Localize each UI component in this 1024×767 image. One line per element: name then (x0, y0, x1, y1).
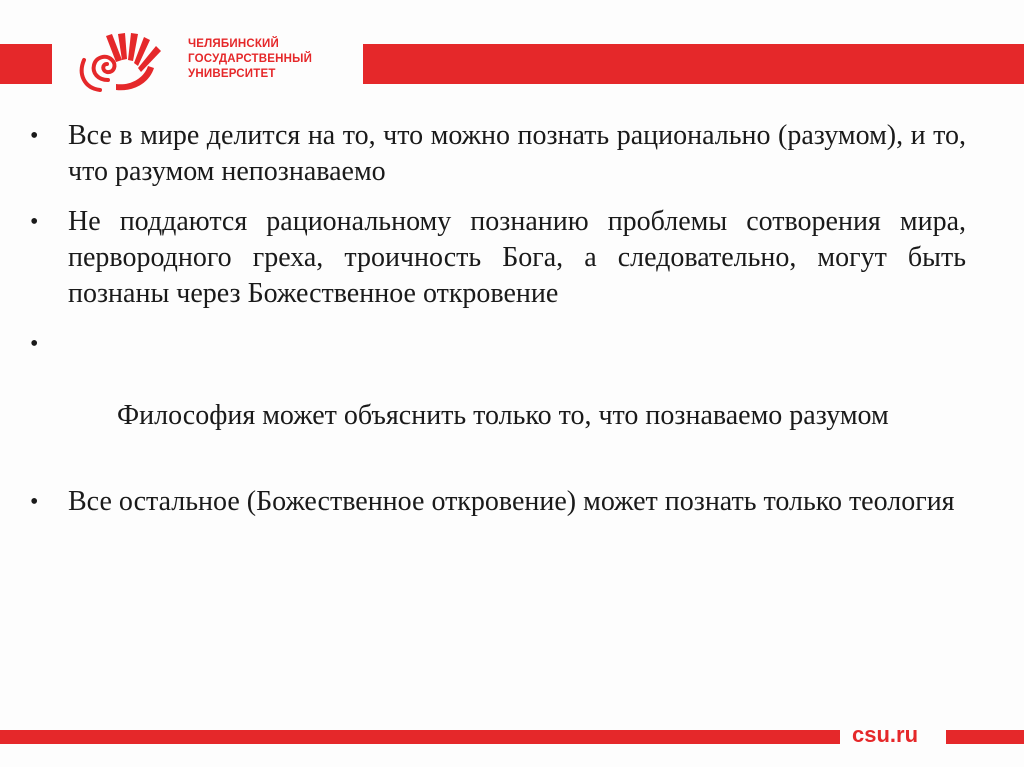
footer-bar-right (946, 730, 1024, 744)
footer-bar-left (0, 730, 840, 744)
list-item-text: Все остальное (Божественное откровение) может познать только теология (68, 486, 955, 517)
list-item (28, 326, 966, 470)
university-name (188, 37, 312, 82)
bullet-icon: • (30, 123, 39, 149)
list-item-text: Не поддаются рациональному познанию проблемы сотворения мира, первородного греха, троичность Бога, а следовательно, могут быть познаны через Божественное откровение (68, 206, 966, 309)
bullet-icon: • (30, 489, 39, 515)
bullet-icon: • (30, 209, 39, 235)
header-bar-left (0, 44, 52, 84)
list-item (28, 204, 966, 312)
site-link[interactable]: csu.ru (852, 722, 919, 747)
bullet-icon: • (30, 331, 39, 357)
university-name-line-2: ГОСУДАРСТВЕННЫЙ (188, 53, 313, 65)
bullet-list (28, 118, 966, 534)
list-item-text: Философия может объяснить только то, что познаваемо разумом (110, 400, 889, 431)
university-name-line-1: ЧЕЛЯБИНСКИЙ (188, 38, 279, 50)
university-logo-icon (76, 30, 186, 100)
university-name-line-3: УНИВЕРСИТЕТ (188, 68, 276, 80)
list-item (28, 118, 966, 190)
header-bar-right (363, 44, 1024, 84)
list-item (28, 484, 966, 520)
list-item-text: Все в мире делится на то, что можно познать рационально (разумом), и то, что разумом непознаваемо (68, 120, 966, 187)
